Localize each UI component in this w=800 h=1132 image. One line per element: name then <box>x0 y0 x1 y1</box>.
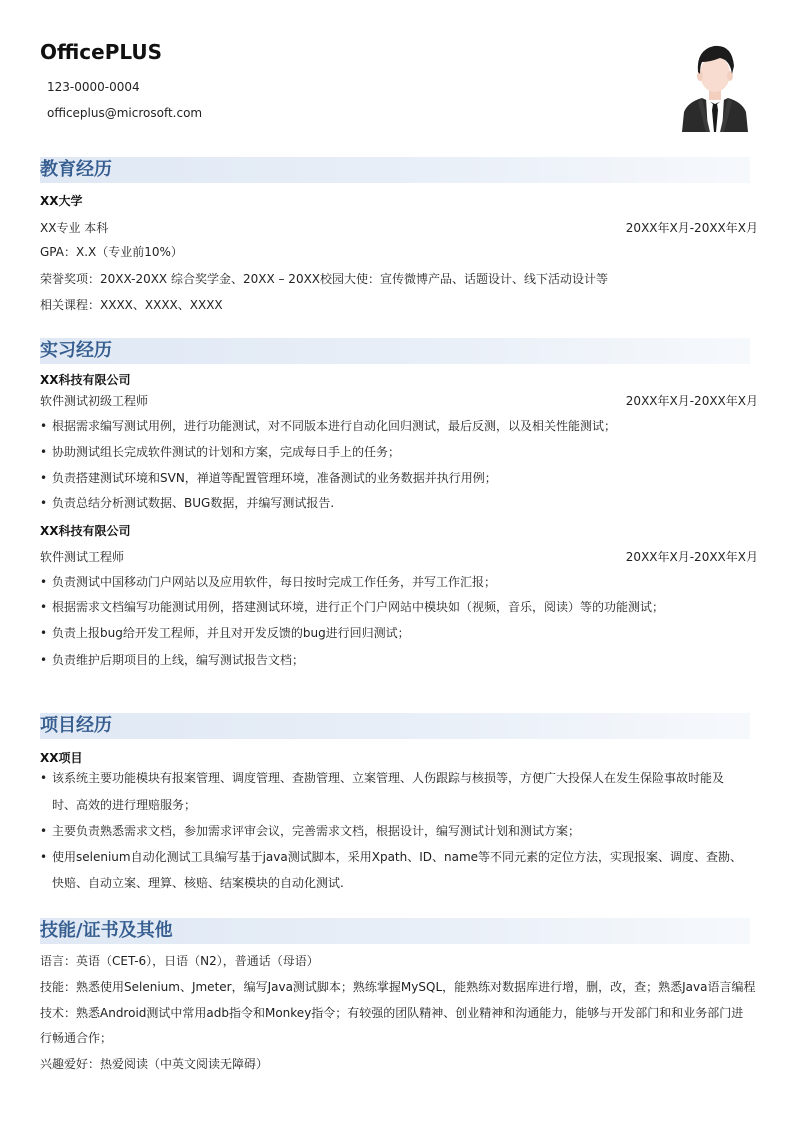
job-role: 软件测试初级工程师 <box>40 394 149 408</box>
job-company: XX科技有限公司 <box>40 373 131 387</box>
related-courses: 相关课程：XXXX、XXXX、XXXX <box>40 298 223 312</box>
list-item: • 主要负责熟悉需求文档，参加需求评审会议，完善需求文档，根据设计，编写测试计划和测试方案； <box>40 824 581 838</box>
skills-section-header <box>40 918 750 944</box>
skills-line: 行畅通合作； <box>40 1031 113 1045</box>
list-item: • 协助测试组长完成软件测试的计划和方案，完成每日手上的任务； <box>40 445 401 459</box>
education-date: 20XX年X月-20XX年X月 <box>625 221 758 235</box>
education-section-title: 教育经历 <box>40 159 112 180</box>
project-section-header <box>40 713 750 739</box>
job-company: XX科技有限公司 <box>40 524 131 538</box>
list-item: • 负责测试中国移动门户网站以及应用软件，每日按时完成工作任务，并写工作汇报； <box>40 575 497 589</box>
honors: 荣誉奖项：20XX-20XX 综合奖学金、20XX – 20XX校园大使：宣传微博产品、话题设计、线下活动设计等 <box>40 272 609 286</box>
skills-line: 语言：英语（CET-6），日语（N2），普通话（母语） <box>40 954 319 968</box>
list-item-continuation: 快赔、自动立案、理算、核赔、结案模块的自动化测试. <box>52 876 344 890</box>
internship-section-header <box>40 338 750 364</box>
skills-line: 技能：熟悉使用Selenium、Jmeter，编写Java测试脚本；熟练掌握MySQL，能熟练对数据库进行增，删，改，查；熟悉Java语言编程 <box>40 980 756 994</box>
skills-section-title: 技能/证书及其他 <box>40 920 173 941</box>
project-name: XX项目 <box>40 751 83 765</box>
job-date: 20XX年X月-20XX年X月 <box>625 550 758 564</box>
job-role: 软件测试工程师 <box>40 550 125 564</box>
list-item: • 负责搭建测试环境和SVN，禅道等配置管理环境，准备测试的业务数据并执行用例； <box>40 471 497 485</box>
education-section-header <box>40 157 750 183</box>
person-avatar-icon <box>680 40 750 132</box>
job-date: 20XX年X月-20XX年X月 <box>625 394 758 408</box>
email-address: officeplus@microsoft.com <box>47 106 203 120</box>
candidate-name: OfficePLUS <box>40 40 163 64</box>
list-item: • 该系统主要功能模块有报案管理、调度管理、查勘管理、立案管理、人伤跟踪与核损等，方便广大投保人在发生保险事故时能及 <box>40 771 725 785</box>
gpa: GPA：X.X（专业前10%） <box>40 245 183 259</box>
list-item-continuation: 时、高效的进行理赔服务； <box>52 798 197 812</box>
internship-section-title: 实习经历 <box>40 340 112 361</box>
list-item: • 使用selenium自动化测试工具编写基于java测试脚本，采用Xpath、ID、name等不同元素的定位方法，实现报案、调度、查勘、 <box>40 850 743 864</box>
phone-number: 123-0000-0004 <box>47 80 140 94</box>
list-item: • 负责维护后期项目的上线，编写测试报告文档； <box>40 653 305 667</box>
list-item: • 根据需求文档编写功能测试用例，搭建测试环境，进行正个门户网站中模块如（视频，音乐，阅读）等的功能测试； <box>40 600 665 614</box>
school-name: XX大学 <box>40 194 83 208</box>
list-item: • 负责总结分析测试数据、BUG数据，并编写测试报告. <box>40 496 335 510</box>
skills-line: 技术：熟悉Android测试中常用adb指令和Monkey指令；有较强的团队精神、创业精神和沟通能力，能够与开发部门和和业务部门进 <box>40 1006 744 1020</box>
project-section-title: 项目经历 <box>40 715 112 736</box>
list-item: • 负责上报bug给开发工程师，并且对开发反馈的bug进行回归测试； <box>40 626 410 640</box>
major-degree: XX专业 本科 <box>40 221 109 235</box>
list-item: • 根据需求编写测试用例，进行功能测试，对不同版本进行自动化回归测试，最后反测，以及相关性能测试； <box>40 419 617 433</box>
skills-line: 兴趣爱好：热爱阅读（中英文阅读无障碍） <box>40 1057 269 1071</box>
